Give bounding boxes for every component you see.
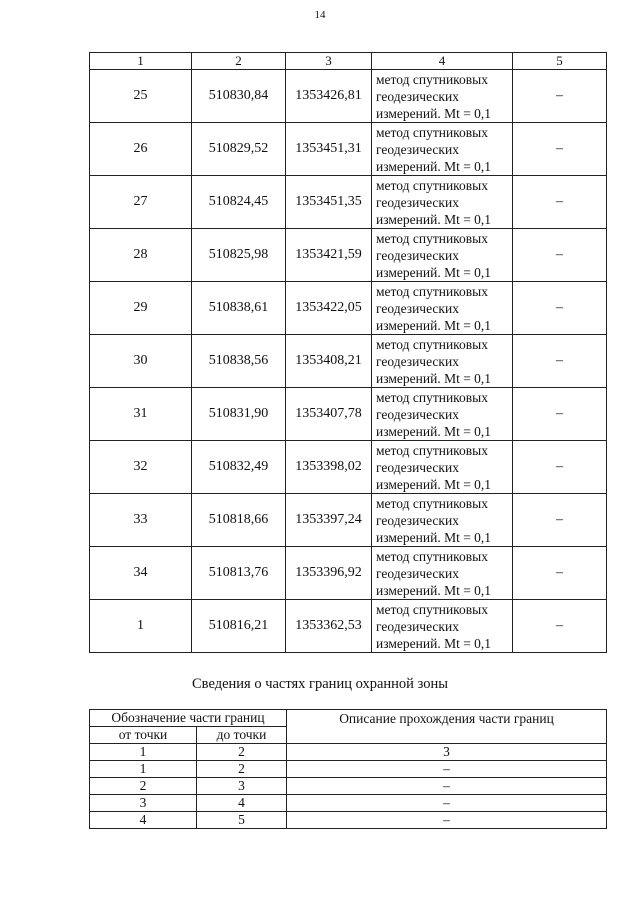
x-coordinate-cell: 510838,56 [192, 335, 286, 388]
method-line: измерений. Mt = 0,1 [376, 105, 492, 121]
boundary-part-row [90, 812, 607, 829]
description-cell: – [287, 761, 607, 778]
method-line: геодезических [376, 512, 459, 528]
coordinate-row [90, 282, 607, 335]
coordinates-table [89, 52, 607, 653]
method-line: измерений. Mt = 0,1 [376, 476, 492, 492]
method-line: геодезических [376, 565, 459, 581]
description-cell: – [287, 812, 607, 829]
y-coordinate-cell: 1353398,02 [286, 441, 372, 494]
method-line: метод спутниковых [376, 389, 488, 405]
y-coordinate-cell: 1353422,05 [286, 282, 372, 335]
method-line: геодезических [376, 88, 459, 104]
header-boundary-part: Обозначение части границ [90, 710, 287, 727]
method-line: метод спутниковых [376, 283, 488, 299]
point-number-cell: 29 [90, 282, 192, 335]
y-coordinate-cell: 1353396,92 [286, 547, 372, 600]
column-number: 4 [372, 53, 513, 70]
note-cell: – [513, 176, 607, 229]
header-description: Описание прохождения части границ [287, 710, 607, 744]
coordinate-row [90, 70, 607, 123]
y-coordinate-cell: 1353421,59 [286, 229, 372, 282]
method-cell [372, 229, 513, 282]
coordinate-row [90, 600, 607, 653]
x-coordinate-cell: 510813,76 [192, 547, 286, 600]
note-cell: – [513, 600, 607, 653]
y-coordinate-cell: 1353407,78 [286, 388, 372, 441]
method-line: геодезических [376, 141, 459, 157]
boundary-part-row [90, 778, 607, 795]
note-cell: – [513, 70, 607, 123]
note-cell: – [513, 441, 607, 494]
method-cell [372, 123, 513, 176]
to-point-cell: 5 [197, 812, 287, 829]
to-point-cell: 3 [197, 778, 287, 795]
x-coordinate-cell: 510825,98 [192, 229, 286, 282]
description-cell: 3 [287, 744, 607, 761]
method-line: геодезических [376, 247, 459, 263]
method-line: геодезических [376, 300, 459, 316]
note-cell: – [513, 229, 607, 282]
boundary-part-row [90, 744, 607, 761]
method-line: метод спутниковых [376, 442, 488, 458]
y-coordinate-cell: 1353397,24 [286, 494, 372, 547]
note-cell: – [513, 547, 607, 600]
x-coordinate-cell: 510818,66 [192, 494, 286, 547]
method-cell [372, 388, 513, 441]
method-line: метод спутниковых [376, 336, 488, 352]
method-line: измерений. Mt = 0,1 [376, 635, 492, 651]
to-point-cell: 2 [197, 744, 287, 761]
point-number-cell: 26 [90, 123, 192, 176]
page-number: 14 [314, 9, 326, 21]
boundary-parts-table-body [90, 710, 607, 829]
y-coordinate-cell: 1353451,35 [286, 176, 372, 229]
method-line: геодезических [376, 618, 459, 634]
note-cell: – [513, 282, 607, 335]
method-line: метод спутниковых [376, 177, 488, 193]
coordinate-row [90, 335, 607, 388]
method-line: измерений. Mt = 0,1 [376, 529, 492, 545]
point-number-cell: 34 [90, 547, 192, 600]
coordinate-row [90, 441, 607, 494]
point-number-cell: 28 [90, 229, 192, 282]
column-number: 2 [192, 53, 286, 70]
method-cell [372, 441, 513, 494]
header-from-point: от точки [90, 727, 197, 744]
point-number-cell: 25 [90, 70, 192, 123]
method-line: геодезических [376, 406, 459, 422]
boundary-part-row [90, 761, 607, 778]
to-point-cell: 4 [197, 795, 287, 812]
method-line: измерений. Mt = 0,1 [376, 423, 492, 439]
point-number-cell: 27 [90, 176, 192, 229]
parts-header-row [90, 710, 607, 727]
column-number: 1 [90, 53, 192, 70]
y-coordinate-cell: 1353426,81 [286, 70, 372, 123]
y-coordinate-cell: 1353362,53 [286, 600, 372, 653]
method-line: геодезических [376, 353, 459, 369]
point-number-cell: 33 [90, 494, 192, 547]
method-line: метод спутниковых [376, 124, 488, 140]
method-line: измерений. Mt = 0,1 [376, 211, 492, 227]
description-cell: – [287, 795, 607, 812]
note-cell: – [513, 335, 607, 388]
method-cell [372, 176, 513, 229]
section-title: Сведения о частях границ охранной зоны [192, 676, 448, 692]
coordinate-row [90, 547, 607, 600]
coordinate-row [90, 494, 607, 547]
coordinate-row [90, 229, 607, 282]
x-coordinate-cell: 510838,61 [192, 282, 286, 335]
y-coordinate-cell: 1353451,31 [286, 123, 372, 176]
point-number-cell: 30 [90, 335, 192, 388]
method-line: метод спутниковых [376, 495, 488, 511]
column-number: 3 [286, 53, 372, 70]
method-line: измерений. Mt = 0,1 [376, 582, 492, 598]
method-line: метод спутниковых [376, 71, 488, 87]
method-line: измерений. Mt = 0,1 [376, 158, 492, 174]
description-cell: – [287, 778, 607, 795]
method-line: метод спутниковых [376, 601, 488, 617]
header-to-point: до точки [197, 727, 287, 744]
method-line: геодезических [376, 459, 459, 475]
boundary-parts-table [89, 709, 607, 829]
coordinate-row [90, 176, 607, 229]
column-number-row [90, 53, 607, 70]
column-number: 5 [513, 53, 607, 70]
method-line: метод спутниковых [376, 548, 488, 564]
boundary-part-row [90, 795, 607, 812]
x-coordinate-cell: 510831,90 [192, 388, 286, 441]
from-point-cell: 4 [90, 812, 197, 829]
y-coordinate-cell: 1353408,21 [286, 335, 372, 388]
method-cell [372, 547, 513, 600]
from-point-cell: 2 [90, 778, 197, 795]
point-number-cell: 32 [90, 441, 192, 494]
method-cell [372, 494, 513, 547]
note-cell: – [513, 123, 607, 176]
x-coordinate-cell: 510829,52 [192, 123, 286, 176]
method-line: измерений. Mt = 0,1 [376, 370, 492, 386]
to-point-cell: 2 [197, 761, 287, 778]
point-number-cell: 1 [90, 600, 192, 653]
point-number-cell: 31 [90, 388, 192, 441]
note-cell: – [513, 388, 607, 441]
from-point-cell: 1 [90, 761, 197, 778]
from-point-cell: 1 [90, 744, 197, 761]
method-line: геодезических [376, 194, 459, 210]
x-coordinate-cell: 510832,49 [192, 441, 286, 494]
method-cell [372, 600, 513, 653]
method-cell [372, 70, 513, 123]
method-line: измерений. Mt = 0,1 [376, 317, 492, 333]
coordinate-row [90, 123, 607, 176]
coordinate-row [90, 388, 607, 441]
x-coordinate-cell: 510816,21 [192, 600, 286, 653]
method-line: измерений. Mt = 0,1 [376, 264, 492, 280]
method-line: метод спутниковых [376, 230, 488, 246]
x-coordinate-cell: 510830,84 [192, 70, 286, 123]
method-cell [372, 335, 513, 388]
x-coordinate-cell: 510824,45 [192, 176, 286, 229]
note-cell: – [513, 494, 607, 547]
method-cell [372, 282, 513, 335]
coordinates-table-body [90, 53, 607, 653]
from-point-cell: 3 [90, 795, 197, 812]
